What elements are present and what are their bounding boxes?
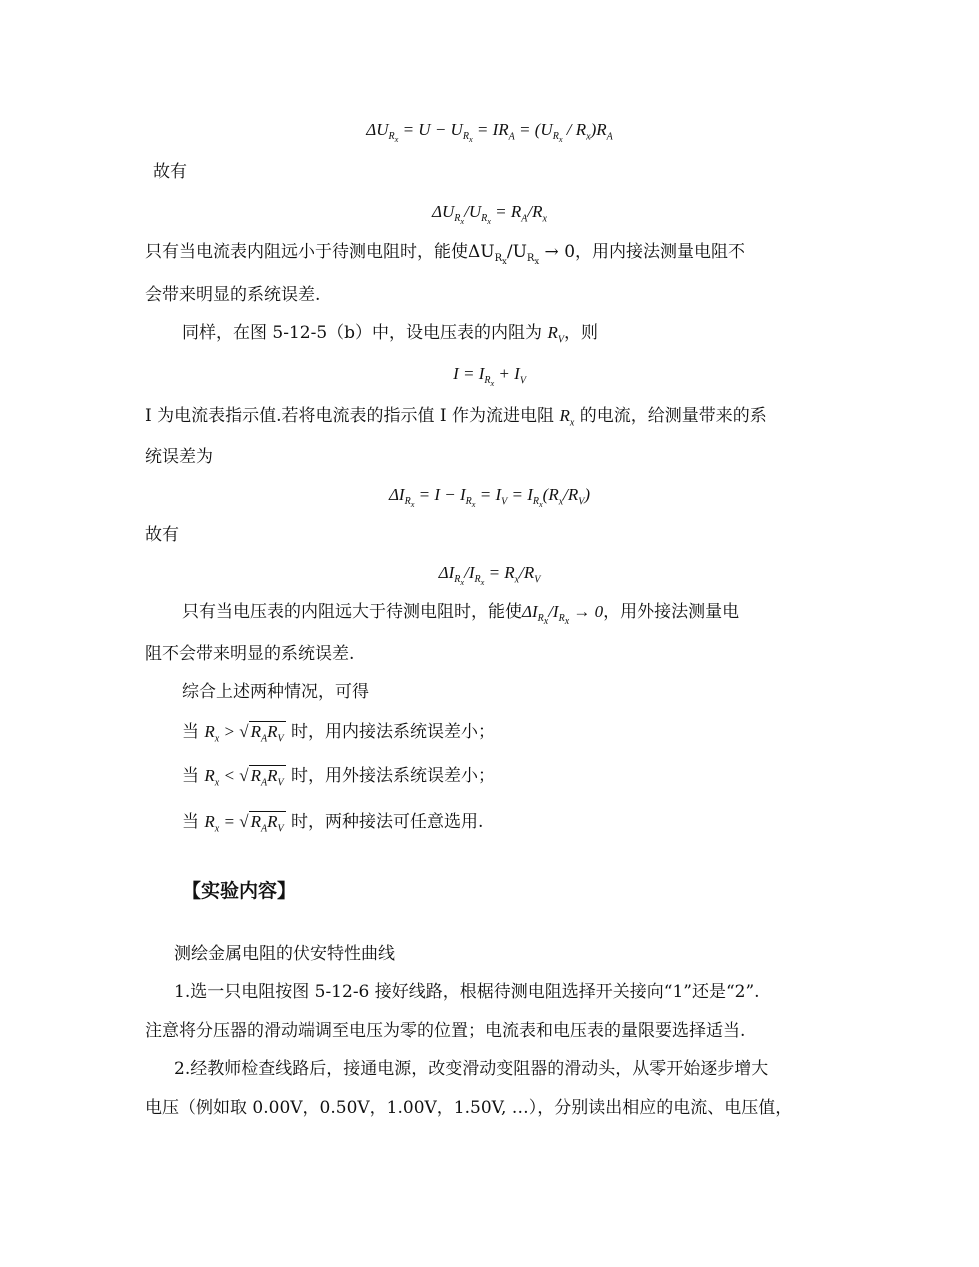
paragraph-4-line-1: 只有当电压表的内阻远大于待测电阻时，能使$\Delta I_{R_x}/I_{R_x} \to 0$，用外接法测量电 bbox=[182, 602, 740, 628]
c3-text: 时，两种接法可任意选用. bbox=[290, 812, 484, 832]
paragraph-3-line-1: I 为电流表指示值.若将电流表的指示值 I 作为流进电阻 $R_x$ 的电流，给测量带来的系 bbox=[145, 406, 767, 429]
p3b-text: 的电流，给测量带来的系 bbox=[579, 406, 767, 426]
c1-text: 时，用内接法系统误差小； bbox=[290, 722, 495, 742]
equation-current-sum: $I = I_{R_x} + I_V$ bbox=[453, 364, 526, 389]
p4b-text: ，用外接法测量电 bbox=[603, 602, 740, 622]
p3a-text: I 为电流表指示值.若将电流表的指示值 I 作为流进电阻 bbox=[145, 406, 555, 426]
text-guyou-2: 故有 bbox=[145, 525, 179, 545]
equation-ratio-i: $\Delta I_{R_x}/I_{R_x} = R_x/R_V$ bbox=[438, 563, 541, 588]
dang-3: 当 bbox=[182, 812, 199, 832]
c2-text: 时，用外接法系统误差小； bbox=[290, 766, 495, 786]
paragraph-4-line-2: 阻不会带来明显的系统误差. bbox=[145, 644, 355, 664]
p4a-text: 只有当电压表的内阻远大于待测电阻时，能使 bbox=[182, 602, 522, 622]
paragraph-1-line-1: 只有当电流表内阻远小于待测电阻时，能使$\Delta U_{R_x}/U_{R_x} \to 0$，用内接法测量电阻不 bbox=[145, 242, 746, 267]
condition-3: 当 $R_x$ = √ $R_AR_V$ 时，两种接法可任意选用. bbox=[182, 812, 484, 835]
section-heading: 【实验内容】 bbox=[182, 880, 297, 902]
dang-2: 当 bbox=[182, 766, 199, 786]
step-2-line-1: 2.经教师检查线路后，接通电源，改变滑动变阻器的滑动头，从零开始逐步增大 bbox=[174, 1059, 769, 1079]
p2-text: 同样，在图 5-12-5（b）中，设电压表的内阻为 bbox=[182, 323, 543, 343]
equation-ratio-u: $\Delta U_{R_x}/U_{R_x} = R_A/R_x$ bbox=[432, 202, 547, 227]
paragraph-3-line-2: 统误差为 bbox=[145, 447, 213, 467]
p2b-text: ，则 bbox=[563, 323, 598, 343]
step-1-line-1: 1.选一只电阻按图 5-12-6 接好线路，根椐待测电阻选择开关接向“1”还是“2”. bbox=[174, 982, 760, 1002]
step-1-line-2: 注意将分压器的滑动端调至电压为零的位置；电流表和电压表的量限要选择适当. bbox=[145, 1021, 746, 1041]
dang-1: 当 bbox=[182, 722, 199, 742]
p1b-text: ，用内接法测量电阻不 bbox=[575, 242, 746, 262]
paragraph-5: 综合上述两种情况，可得 bbox=[182, 682, 369, 702]
text-guyou-1: 故有 bbox=[153, 162, 187, 182]
step-intro: 测绘金属电阻的伏安特性曲线 bbox=[174, 944, 395, 964]
equation-delta-i: $\Delta I_{R_x} = I - I_{R_x} = I_V = I_{R_x}(R_x/R_V)$ bbox=[388, 485, 591, 510]
condition-1: 当 $R_x$ > √ $R_AR_V$ 时，用内接法系统误差小； bbox=[182, 722, 495, 745]
condition-2: 当 $R_x$ < √ $R_AR_V$ 时，用外接法系统误差小； bbox=[182, 766, 495, 789]
p1a-text: 只有当电流表内阻远小于待测电阻时，能使ΔU bbox=[145, 242, 495, 262]
step-2-line-2: 电压（例如取 0.00V，0.50V，1.00V，1.50V, …），分别读出相应的电流、电压值， bbox=[145, 1098, 793, 1118]
equation-delta-u: $\Delta U_{R_x} = U - U_{R_x} = IR_A = (U_{R_x} / R_x)R_A$ bbox=[366, 120, 613, 145]
paragraph-2: 同样，在图 5-12-5（b）中，设电压表的内阻为 $R_V$，则 bbox=[182, 323, 598, 346]
paragraph-1-line-2: 会带来明显的系统误差. bbox=[145, 285, 321, 305]
